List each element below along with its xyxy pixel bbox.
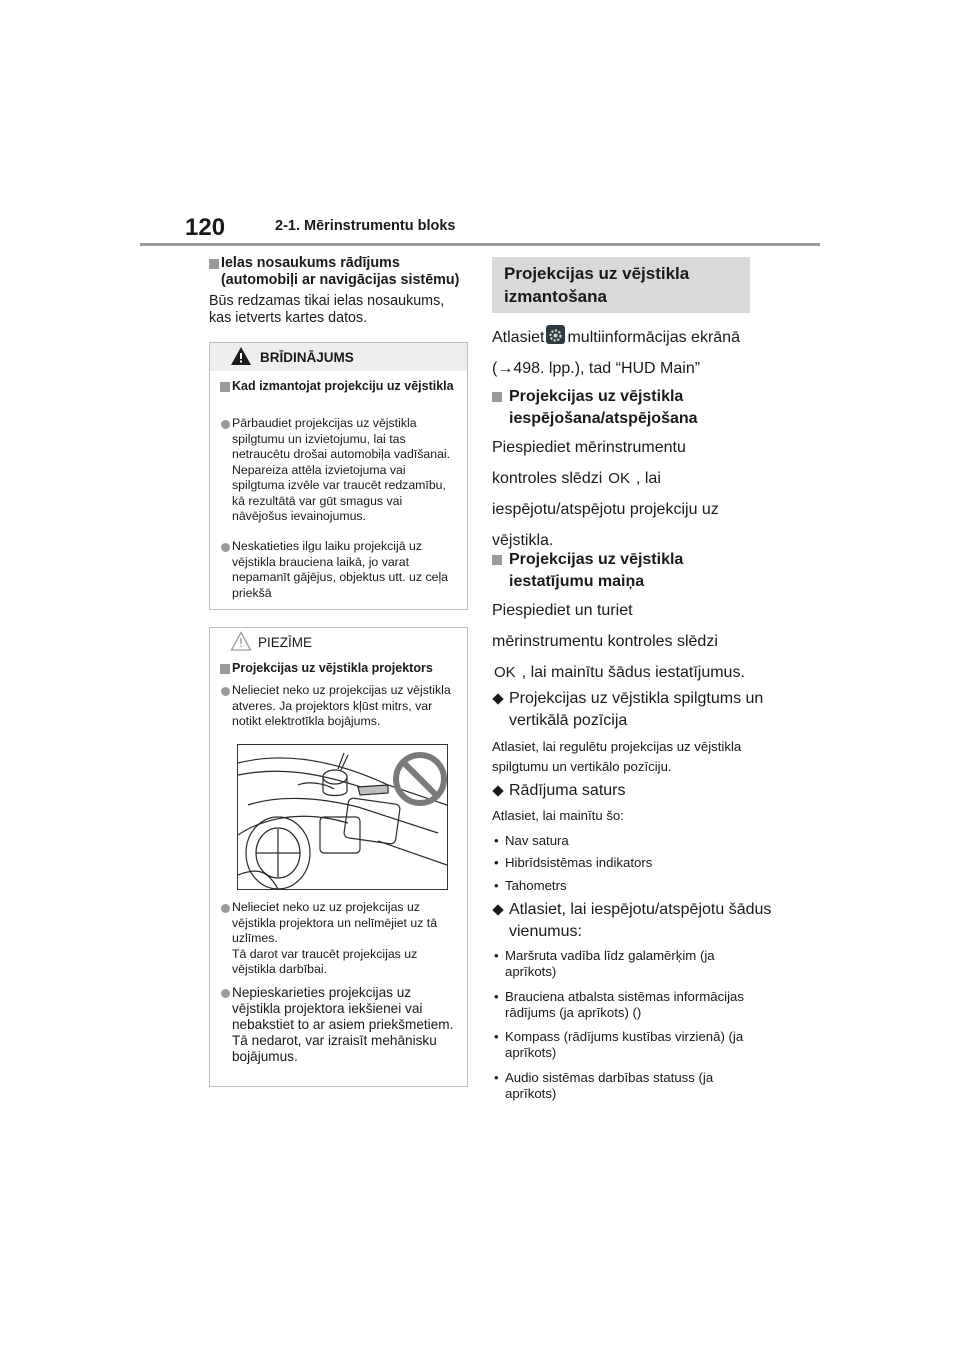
list-item: • Audio sistēmas darbības statuss (ja aprīkots): [494, 1070, 714, 1101]
list-item: • Maršruta vadība līdz galamērķim (ja aprīkots): [494, 948, 715, 979]
warning-subheading: Kad izmantojat projekciju uz vējstikla: [220, 379, 460, 394]
option-heading-toggle: Atlasiet, lai iespējotu/atspējotu šādus vienumus:: [492, 899, 772, 943]
street-name-body: Būs redzamas tikai ielas nosaukums, kas ietverts kartes datos.: [209, 293, 445, 326]
note-box: [209, 627, 468, 1087]
warning-item: Neskatieties ilgu laiku projekcijā uz vējstikla brauciena laikā, jo varat nepamanīt gājējus, objektus utt. uz ceļa priekšā: [220, 539, 460, 601]
brightness-description: Atlasiet, lai regulētu projekcijas uz vējstikla spilgtumu un vertikālo pozīciju.: [492, 739, 742, 774]
street-name-heading: Ielas nosaukums rādījums (automobiļi ar navigācijas sistēmu): [209, 255, 479, 289]
list-item: • Nav satura: [494, 833, 569, 848]
warning-label: BRĪDINĀJUMS: [260, 350, 354, 365]
section-banner: [492, 257, 750, 313]
enable-line-3: iespējotu/atspējotu projekciju uz: [492, 501, 719, 518]
square-bullet-icon: [220, 382, 230, 392]
note-header: [210, 628, 467, 656]
dashboard-projector-drawing: [238, 745, 447, 889]
enable-line-1: Piespiediet mērinstrumentu: [492, 439, 686, 456]
warning-triangle-icon: [230, 346, 252, 366]
square-bullet-icon: [492, 392, 502, 402]
round-bullet-icon: [221, 989, 230, 998]
note-label: PIEZĪME: [258, 635, 313, 650]
intro-line-2: (→498. lpp.), tad “HUD Main”: [492, 360, 701, 377]
round-bullet-icon: [221, 687, 230, 696]
list-item: • Hibrīdsistēmas indikators: [494, 855, 653, 870]
page-number: 120: [185, 214, 226, 241]
enable-line-4: vējstikla.: [492, 532, 554, 549]
square-bullet-icon: [492, 555, 502, 565]
round-bullet-icon: [221, 543, 230, 552]
note-subheading: Projekcijas uz vējstikla projektors: [220, 661, 460, 676]
intro-line-1: Atlasiet multiinformācijas ekrānā: [492, 322, 772, 353]
list-item: • Kompass (rādījums kustības virzienā) (ja aprīkots): [494, 1029, 744, 1060]
ok-button-glyph: OK: [608, 470, 630, 487]
enable-line-2: kontroles slēdzi OK , lai: [492, 463, 772, 494]
settings-line-3: OK , lai mainītu šādus iestatījumus.: [492, 657, 772, 688]
caution-outline-triangle-icon: [230, 631, 252, 651]
round-bullet-icon: [221, 904, 230, 913]
banner-title: Projekcijas uz vējstikla izmantošana: [504, 264, 690, 306]
option-heading-brightness: Projekcijas uz vējstikla spilgtums un vertikālā pozīcija: [492, 688, 772, 732]
section-title: 2-1. Mērinstrumentu bloks: [275, 218, 456, 234]
projector-illustration: [237, 744, 448, 890]
header-rule: [140, 243, 820, 246]
warning-header: [210, 343, 467, 371]
settings-gear-icon: [546, 325, 565, 344]
content-description: Atlasiet, lai mainītu šo:: [492, 808, 624, 823]
settings-line-1: Piespiediet un turiet: [492, 602, 633, 619]
enable-heading: Projekcijas uz vējstikla iespējošana/atspējošana: [492, 386, 772, 430]
note-item: Nelieciet neko uz uz projekcijas uz vējstikla projektora un nelīmējiet uz tā uzlīmes. Tā darot var traucēt projekcijas uz vējstikla darbībai.: [220, 900, 460, 978]
warning-box: [209, 342, 468, 610]
settings-line-2: mērinstrumentu kontroles slēdzi: [492, 633, 718, 650]
round-bullet-icon: [221, 420, 230, 429]
settings-heading: Projekcijas uz vējstikla iestatījumu maiņa: [492, 549, 772, 593]
note-item: Nelieciet neko uz projekcijas uz vējstikla atveres. Ja projektors kļūst mitrs, var notikt elektrotīkla bojājums.: [220, 683, 460, 730]
square-bullet-icon: [209, 259, 219, 269]
list-item: • Tahometrs: [494, 878, 567, 893]
option-heading-content: Rādījuma saturs: [492, 780, 772, 802]
list-item: • Brauciena atbalsta sistēmas informācijas rādījums (ja aprīkots) (): [494, 989, 744, 1020]
note-item: Nepieskarieties projekcijas uz vējstikla projektora iekšienei vai nebakstiet to ar asiem priekšmetiem. Tā nedarot, var izraisīt mehānisku bojājumus.: [220, 985, 460, 1065]
square-bullet-icon: [220, 664, 230, 674]
ok-button-glyph: OK: [494, 664, 516, 681]
warning-item: Pārbaudiet projekcijas uz vējstikla spilgtumu un izvietojumu, lai tas netraucētu drošai automobiļa vadīšanai. Nepareiza attēla izvietojuma vai spilgtuma izvēle var traucēt redzamību, kā rezultātā var gūt smagus vai nāvējošus ievainojumus.: [220, 416, 460, 525]
